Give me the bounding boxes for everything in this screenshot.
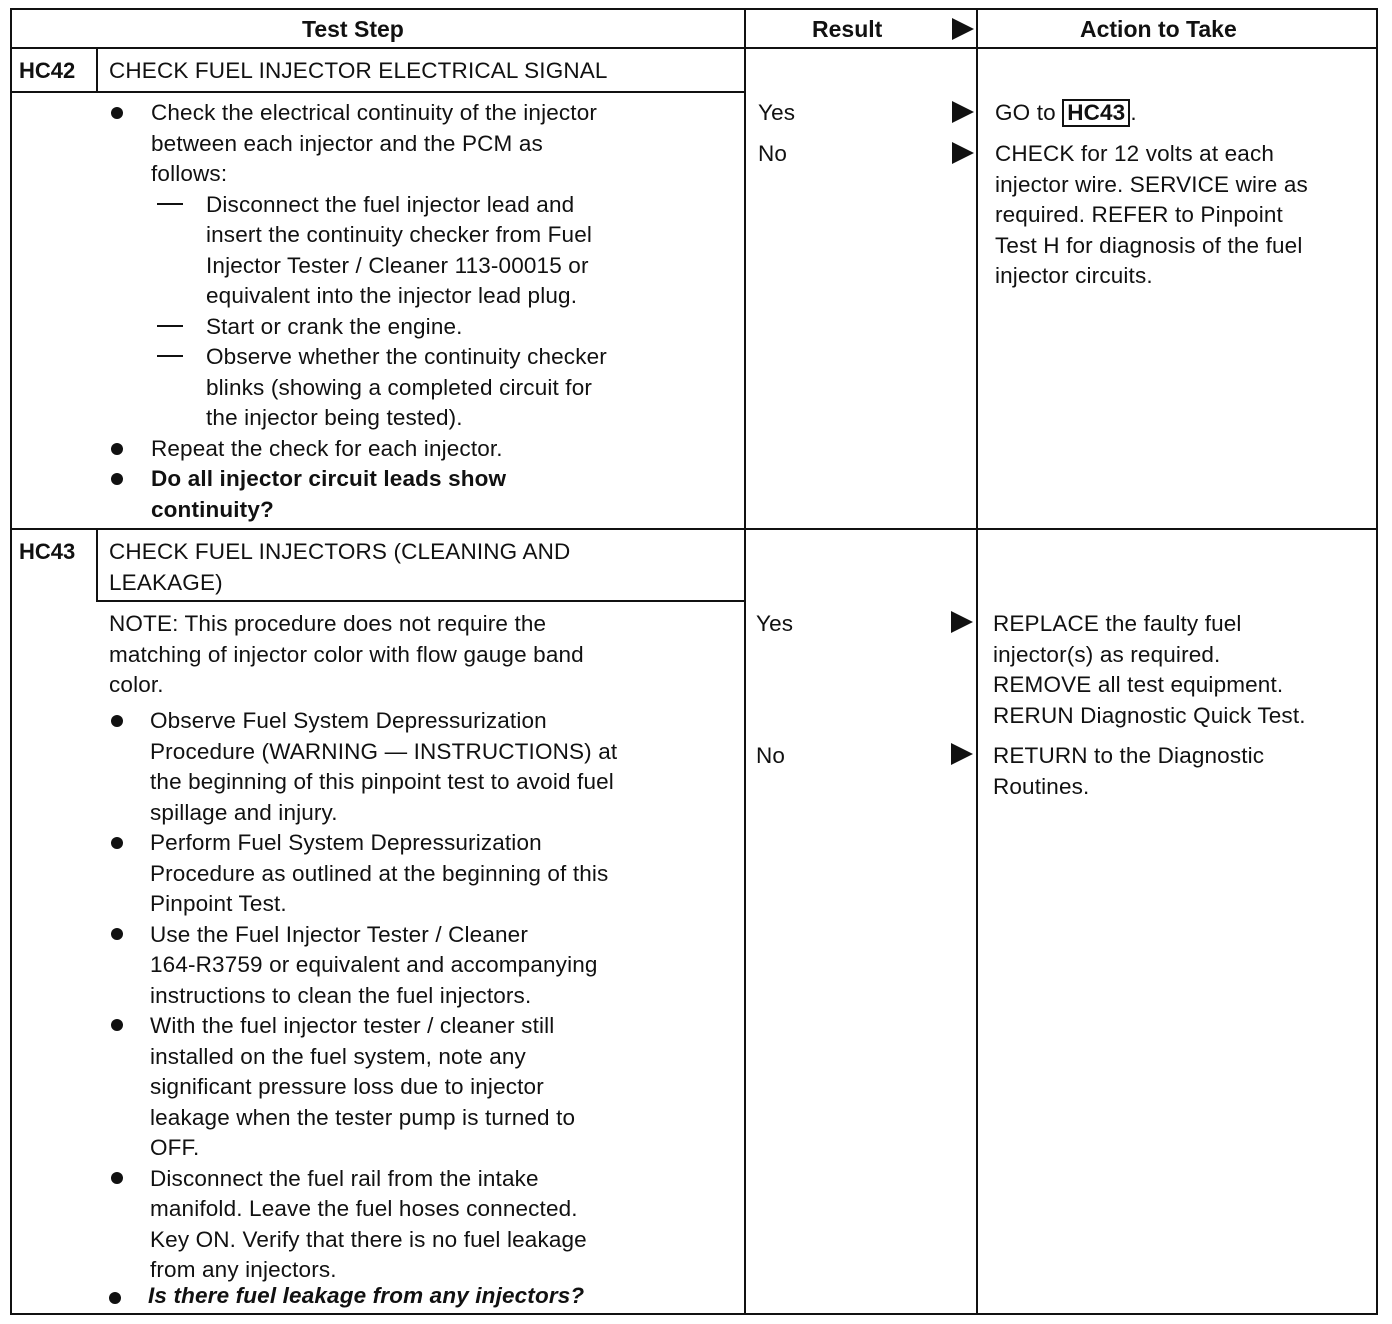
hc43-step-line: spillage and injury. (150, 799, 338, 825)
bullet-icon (111, 928, 123, 940)
hc43-title-line: LEAKAGE) (109, 569, 223, 595)
hc43-step-line: Observe Fuel System Depressurization (150, 708, 547, 733)
hc43-step-line: the beginning of this pinpoint test to avoid fuel (150, 769, 614, 794)
hc43-step-line: significant pressure loss due to injector (150, 1074, 544, 1099)
hc43-step-line: leakage when the tester pump is turned to (150, 1104, 576, 1130)
hc42-result-yes: Yes (758, 100, 796, 125)
period: . (1130, 100, 1137, 125)
hc43-step-line: Use the Fuel Injector Tester / Cleaner (150, 921, 528, 947)
bullet-icon (111, 715, 123, 727)
bullet-icon (111, 107, 123, 119)
header-test-step: Test Step (302, 16, 404, 42)
hc42-question: continuity? (151, 496, 274, 522)
hc43-step-line: instructions to clean the fuel injectors. (150, 982, 532, 1008)
hc42-action-yes (995, 98, 1137, 129)
hc43-note-line: matching of injector color with flow gauge band (109, 641, 584, 667)
hc42-step-line: the injector being tested). (206, 405, 463, 430)
hc43-step-line: Procedure as outlined at the beginning of this (150, 860, 609, 886)
hc42-code: HC42 (19, 58, 76, 83)
hc42-step-line: Injector Tester / Cleaner 113-00015 or (206, 252, 589, 278)
hc42-result-no: No (758, 141, 788, 166)
hc43-note-line: color. (109, 672, 164, 697)
hc43-action-yes-line: REPLACE the faulty fuel (993, 611, 1242, 636)
hc43-step-line: Disconnect the fuel rail from the intake (150, 1165, 539, 1191)
header-bottom-rule (10, 47, 1378, 49)
hc43-step-line: from any injectors. (150, 1257, 337, 1282)
bullet-icon (111, 473, 123, 485)
hc43-action-no-line: Routines. (993, 773, 1090, 799)
hc43-title-line: CHECK FUEL INJECTORS (CLEANING AND (109, 539, 571, 564)
table-border-left (10, 8, 12, 1315)
arrow-right-icon (951, 743, 973, 765)
bullet-icon (111, 1019, 123, 1031)
hc42-step-line: follows: (151, 161, 228, 186)
hc42-step-line: Observe whether the continuity checker (206, 344, 607, 369)
header-action: Action to Take (1080, 16, 1237, 42)
hc42-step-line: between each injector and the PCM as (151, 130, 543, 156)
table-border-top (10, 8, 1378, 10)
hc43-step-line: Key ON. Verify that there is no fuel leakage (150, 1226, 587, 1252)
hc42-action-no-line: injector wire. SERVICE wire as (995, 171, 1308, 197)
table-border-right (1376, 8, 1378, 1315)
hc43-result-no: No (756, 743, 786, 768)
bullet-icon (111, 1172, 123, 1184)
hc43-question: Is there fuel leakage from any injectors? (148, 1283, 585, 1308)
hc43-step-line: Pinpoint Test. (150, 891, 287, 916)
hc43-step-line: OFF. (150, 1135, 200, 1160)
hc42-step-line: blinks (showing a completed circuit for (206, 374, 593, 400)
table-border-bottom (10, 1313, 1378, 1315)
hc42-action-no-line: injector circuits. (995, 263, 1153, 288)
dash-icon (157, 355, 183, 357)
hc43-step-line: 164-R3759 or equivalent and accompanying (150, 952, 598, 977)
hc43-step-line: installed on the fuel system, note any (150, 1043, 526, 1069)
hc42-step-line: insert the continuity checker from Fuel (206, 222, 593, 247)
column-divider-result (744, 8, 746, 1315)
hc43-title-rule (96, 600, 746, 602)
hc43-code: HC43 (19, 539, 76, 564)
hc43-step-line: Perform Fuel System Depressurization (150, 830, 542, 855)
hc43-step-line: manifold. Leave the fuel hoses connected. (150, 1196, 578, 1221)
column-divider-action (976, 8, 978, 1315)
hc42-step-line: Disconnect the fuel injector lead and (206, 191, 575, 217)
header-arrow-icon (952, 18, 974, 40)
hc43-result-yes: Yes (756, 611, 794, 636)
hc43-reference-link[interactable]: HC43 (1062, 99, 1130, 127)
hc42-step-line: Repeat the check for each injector. (151, 435, 503, 461)
hc43-code-divider (96, 528, 98, 602)
hc43-action-yes-line: RERUN Diagnostic Quick Test. (993, 702, 1306, 728)
bullet-icon (111, 837, 123, 849)
go-to-label: GO to (995, 100, 1056, 125)
hc43-step-line: Procedure (WARNING — INSTRUCTIONS) at (150, 738, 618, 764)
hc43-action-yes-line: injector(s) as required. (993, 641, 1221, 667)
hc42-action-no-line: Test H for diagnosis of the fuel (995, 232, 1303, 258)
section-divider (10, 528, 1378, 530)
hc42-code-divider (96, 47, 98, 93)
arrow-right-icon (951, 611, 973, 633)
hc42-action-no-line: required. REFER to Pinpoint (995, 202, 1283, 227)
dash-icon (157, 325, 183, 327)
hc42-step-line: Start or crank the engine. (206, 313, 463, 339)
hc43-note-line: NOTE: This procedure does not require the (109, 611, 547, 636)
hc42-title: CHECK FUEL INJECTOR ELECTRICAL SIGNAL (109, 58, 608, 83)
hc42-question: Do all injector circuit leads show (151, 466, 507, 491)
hc42-action-no-line: CHECK for 12 volts at each (995, 141, 1275, 166)
hc42-title-rule (10, 91, 746, 93)
dash-icon (157, 203, 183, 205)
hc43-action-yes-line: REMOVE all test equipment. (993, 672, 1284, 697)
arrow-right-icon (952, 142, 974, 164)
bullet-icon (111, 443, 123, 455)
hc43-action-no-line: RETURN to the Diagnostic (993, 743, 1265, 768)
bullet-icon (109, 1292, 121, 1304)
arrow-right-icon (952, 101, 974, 123)
hc42-step-line: Check the electrical continuity of the injector (151, 100, 598, 125)
hc42-step-line: equivalent into the injector lead plug. (206, 283, 578, 308)
hc43-step-line: With the fuel injector tester / cleaner still (150, 1013, 555, 1038)
header-result: Result (812, 16, 883, 42)
